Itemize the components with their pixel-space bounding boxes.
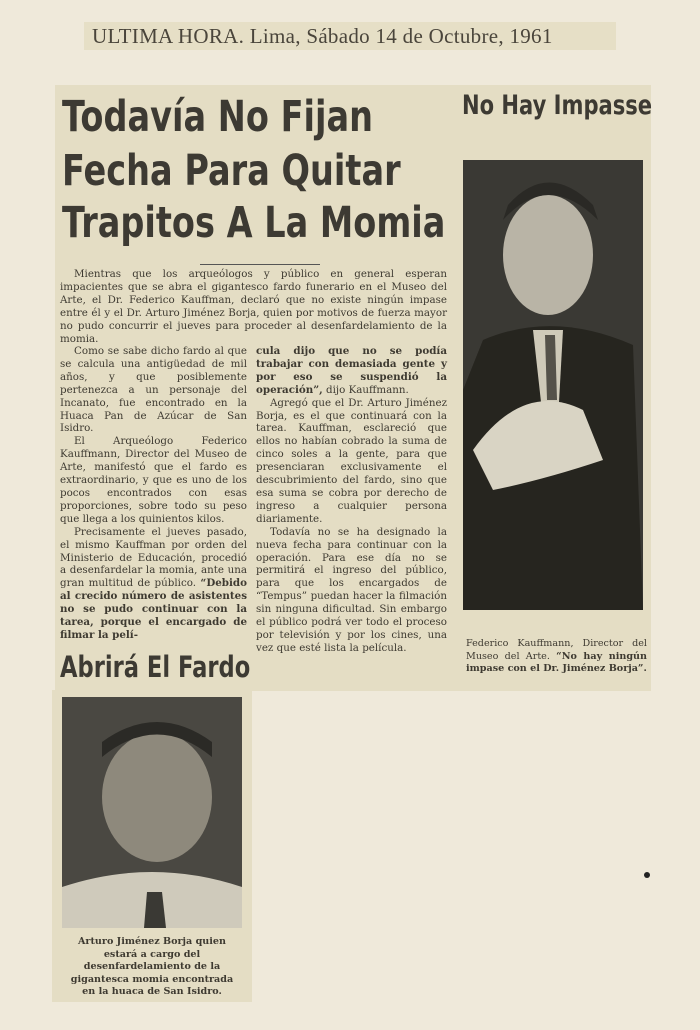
ink-spot [644,872,650,878]
column-2: cula dijo que no se podía trabajar con demasiada gente y por eso se suspendió la operación”, dijo Kauffmann. Agregó que el Dr. Arturo Jiménez Borja, es el que continuará con la tarea. Kauffman, esclareció que ellos no habían cobrado la suma de cinco soles a la gente, para que presenciaran exclusivamente el descubrimiento del fardo, sino que esa suma se cobra por derecho de ingreso a cualquier persona diariamente. Todavía no se ha designado la nueva fecha para continuar con la operación. Para ese día no se permitirá el ingreso del público, para que los encargados de “Tempus” puedan hacer la filmación sin ninguna dificultad. Sin embargo el público podrá ver todo el proceso por televisión y por los cines, una vez que esté lista la película. [256,345,447,654]
intro-paragraph: Mientras que los arqueólogos y público en general esperan impacientes que se abra el gigantesco fardo funerario en el Museo del Arte, el Dr. Federico Kauffman, declaró que no existe ningún impase entre él y el Dr. Arturo Jiménez Borja, quien por motivos de fuerza mayor no pudo concurrir el jueves para proceder al desenfardelamiento de la momia. [60,268,447,345]
caption-jimenez-borja: Arturo Jiménez Borja quien estará a cargo del desenfardelamiento de la gigantesca momia encontrada en la huaca de San Isidro. [70,936,234,998]
subhead: Abrirá El Fardo [60,650,251,684]
caption-kauffmann: Federico Kauffmann, Director del Museo del Arte. “No hay ningún impase con el Dr. Jiménez Borja”. [466,638,647,675]
portrait-photo-jimenez-borja [62,697,242,928]
side-headline: No Hay Impasse [462,90,653,121]
headline-line-2: Fecha Para Quitar [62,146,401,196]
headline-line-1: Todavía No Fijan [62,92,373,142]
divider [200,264,320,265]
column-1: Como se sabe dicho fardo al que se calcula una antigüedad de mil años, y que posiblemente pertenezca a un personaje del Incanato, fue encontrado en la Huaca Pan de Azúcar de San Isidro. El Arqueólogo Federico Kauffmann, Director del Museo de Arte, manifestó que el fardo es extraordinario, y que es uno de los pocos encontrados con esas proporciones, sobre todo su peso que llega a los quinientos kilos. Precisamente el jueves pasado, el mismo Kauffman por orden del Ministerio de Educación, procedió a desenfardelar la momia, ante una gran multitud de público. “Debido al crecido número de asistentes no se pudo continuar con la tarea, porque el encargado de filmar la pelí- [60,345,247,641]
headline-line-3: Trapitos A La Momia [62,198,446,248]
masthead: ULTIMA HORA. Lima, Sábado 14 de Octubre, 1961 [92,24,553,48]
portrait-photo-kauffmann [463,160,643,610]
